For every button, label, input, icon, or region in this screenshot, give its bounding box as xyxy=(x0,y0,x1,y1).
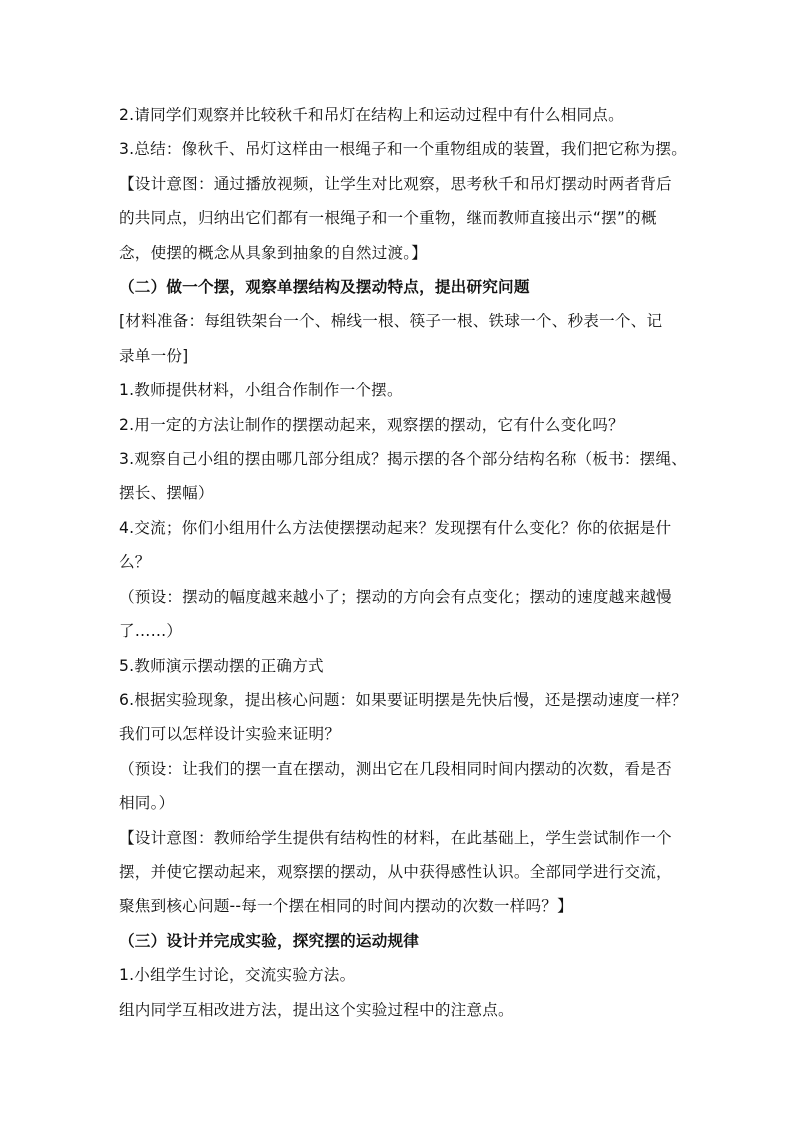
paragraph xyxy=(119,98,689,132)
text-line: 6.根据实验现象，提出核心问题：如果要证明摆是先快后慢，还是摆动速度一样？ xyxy=(119,690,688,709)
document-body xyxy=(119,98,689,1027)
paragraph xyxy=(119,408,689,442)
text-line: 念，使摆的概念从具象到抽象的自然过渡。】 xyxy=(119,243,428,262)
text-line: 4.交流；你们小组用什么方法使摆摆动起来？发现摆有什么变化？你的依据是什 xyxy=(119,518,672,537)
text-line: 摆，并使它摆动起来，观察摆的摆动，从中获得感性认识。全部同学进行交流， xyxy=(119,862,672,881)
text-line: 2.请同学们观察并比较秋千和吊灯在结构上和运动过程中有什么相同点。 xyxy=(119,106,624,124)
text-line: 5.教师演示摆动摆的正确方式 xyxy=(119,656,324,675)
text-line: 摆长、摆幅） xyxy=(119,484,214,503)
paragraph xyxy=(119,167,689,270)
text-line: 【设计意图：通过播放视频，让学生对比观察，思考秋千和吊灯摆动时两者背后 xyxy=(119,174,672,193)
text-line: （二）做一个摆，观察单摆结构及摆动特点，提出研究问题 xyxy=(119,278,530,297)
text-line: 【设计意图：教师给学生提供有结构性的材料，在此基础上，学生尝试制作一个 xyxy=(119,828,672,847)
section-heading xyxy=(119,270,689,304)
section-heading xyxy=(119,924,689,958)
paragraph xyxy=(119,752,689,821)
text-line: 了……） xyxy=(119,622,183,641)
paragraph xyxy=(119,580,689,649)
text-line: （预设：让我们的摆一直在摆动，测出它在几段相同时间内摆动的次数，看是否 xyxy=(119,759,672,778)
text-line: 录单一份] xyxy=(119,346,189,365)
paragraph xyxy=(119,442,689,511)
text-line: [材料准备：每组铁架台一个、棉线一根、筷子一根、铁球一个、秒表一个、记 xyxy=(119,312,663,331)
text-line: 我们可以怎样设计实验来证明？ xyxy=(119,725,341,744)
text-line: 相同。） xyxy=(119,794,175,813)
text-line: （三）设计并完成实验，探究摆的运动规律 xyxy=(119,931,420,950)
text-line: 3.总结：像秋千、吊灯这样由一根绳子和一个重物组成的装置，我们把它称为摆。 xyxy=(119,140,688,159)
paragraph xyxy=(119,649,689,683)
text-line: 3.观察自己小组的摆由哪几部分组成？揭示摆的各个部分结构名称（板书：摆绳、 xyxy=(119,450,688,469)
text-line: 聚焦到核心问题--每一个摆在相同的时间内摆动的次数一样吗？】 xyxy=(119,897,573,916)
paragraph xyxy=(119,373,689,407)
paragraph xyxy=(119,821,689,924)
paragraph xyxy=(119,993,689,1027)
paragraph xyxy=(119,511,689,580)
paragraph xyxy=(119,132,689,166)
text-line: 2.用一定的方法让制作的摆摆动起来，观察摆的摆动，它有什么变化吗？ xyxy=(119,415,624,434)
text-line: 的共同点，归纳出它们都有一根绳子和一个重物，继而教师直接出示“摆”的概 xyxy=(119,209,657,228)
paragraph xyxy=(119,304,689,373)
text-line: （预设：摆动的幅度越来越小了；摆动的方向会有点变化；摆动的速度越来越慢 xyxy=(119,587,672,606)
text-line: 组内同学互相改进方法，提出这个实验过程中的注意点。 xyxy=(119,1000,514,1019)
paragraph xyxy=(119,683,689,752)
text-line: 么？ xyxy=(119,553,151,572)
paragraph xyxy=(119,958,689,992)
text-line: 1.小组学生讨论，交流实验方法。 xyxy=(119,966,356,985)
text-line: 1.教师提供材料，小组合作制作一个摆。 xyxy=(119,381,403,400)
